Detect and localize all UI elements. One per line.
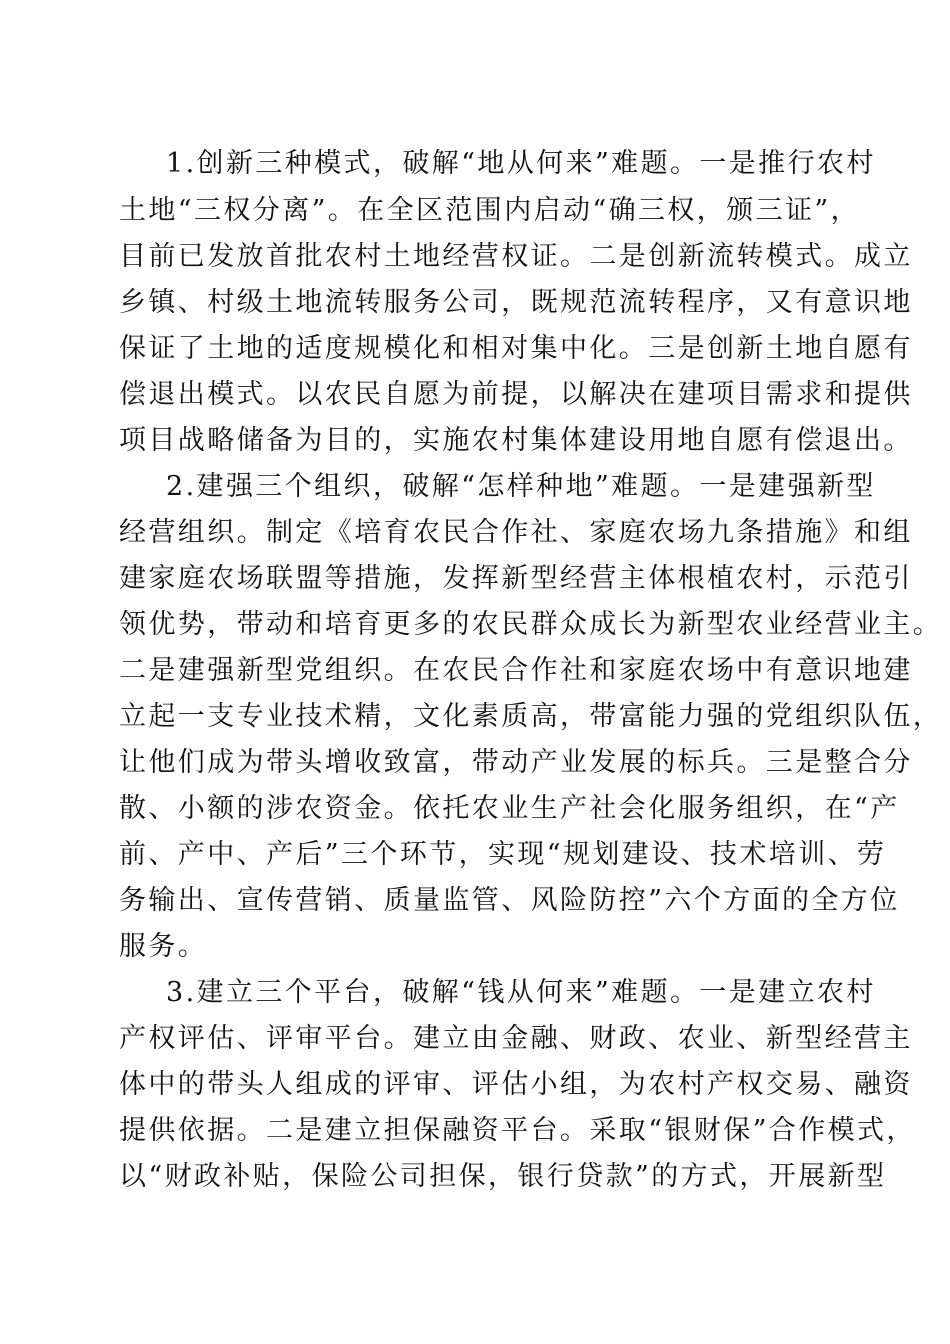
- paragraph-1-line-6: 偿退出模式。以农民自愿为前提，以解决在建项目需求和提供: [119, 379, 913, 410]
- paragraph-3-line-5: 以“财政补贴，保险公司担保，银行贷款”的方式，开展新型: [119, 1161, 887, 1192]
- paragraph-1-line-3: 目前已发放首批农村土地经营权证。二是创新流转模式。成立: [119, 241, 913, 272]
- paragraph-3-line-2: 产权评估、评审平台。建立由金融、财政、农业、新型经营主: [119, 1023, 913, 1054]
- paragraph-2-line-3: 建家庭农场联盟等措施，发挥新型经营主体根植农村，示范引: [119, 563, 913, 594]
- paragraph-2-line-5: 二是建强新型党组织。在农民合作社和家庭农场中有意识地建: [119, 655, 913, 686]
- paragraph-1-line-1: 1.创新三种模式，破解“地从何来”难题。一是推行农村: [166, 148, 876, 179]
- paragraph-2-line-10: 务输出、宣传营销、质量监管、风险防控”六个方面的全方位: [119, 885, 900, 916]
- paragraph-2-line-1: 2.建强三个组织，破解“怎样种地”难题。一是建强新型: [166, 471, 876, 502]
- paragraph-2-line-11: 服务。: [119, 931, 208, 962]
- paragraph-2-line-6: 立起一支专业技术精，文化素质高，带富能力强的党组织队伍，: [119, 701, 943, 732]
- paragraph-1-line-5: 保证了土地的适度规模化和相对集中化。三是创新土地自愿有: [119, 333, 913, 364]
- paragraph-3-line-4: 提供依据。二是建立担保融资平台。采取“银财保”合作模式，: [119, 1115, 916, 1146]
- paragraph-2-line-7: 让他们成为带头增收致富，带动产业发展的标兵。三是整合分: [119, 747, 913, 778]
- paragraph-2-line-4: 领优势，带动和培育更多的农民群众成长为新型农业经营业主。: [119, 609, 943, 640]
- paragraph-2-line-8: 散、小额的涉农资金。依托农业生产社会化服务组织，在“产: [119, 793, 900, 824]
- paragraph-1-line-7: 项目战略储备为目的，实施农村集体建设用地自愿有偿退出。: [119, 425, 913, 456]
- paragraph-2-line-2: 经营组织。制定《培育农民合作社、家庭农场九条措施》和组: [119, 517, 913, 548]
- paragraph-3-line-3: 体中的带头人组成的评审、评估小组，为农村产权交易、融资: [119, 1069, 913, 1100]
- paragraph-1-line-4: 乡镇、村级土地流转服务公司，既规范流转程序，又有意识地: [119, 287, 913, 318]
- paragraph-3-line-1: 3.建立三个平台，破解“钱从何来”难题。一是建立农村: [166, 977, 876, 1008]
- paragraph-2-line-9: 前、产中、产后”三个环节，实现“规划建设、技术培训、劳: [119, 839, 887, 870]
- paragraph-1-line-2: 土地“三权分离”。在全区范围内启动“确三权，颁三证”，: [119, 195, 861, 226]
